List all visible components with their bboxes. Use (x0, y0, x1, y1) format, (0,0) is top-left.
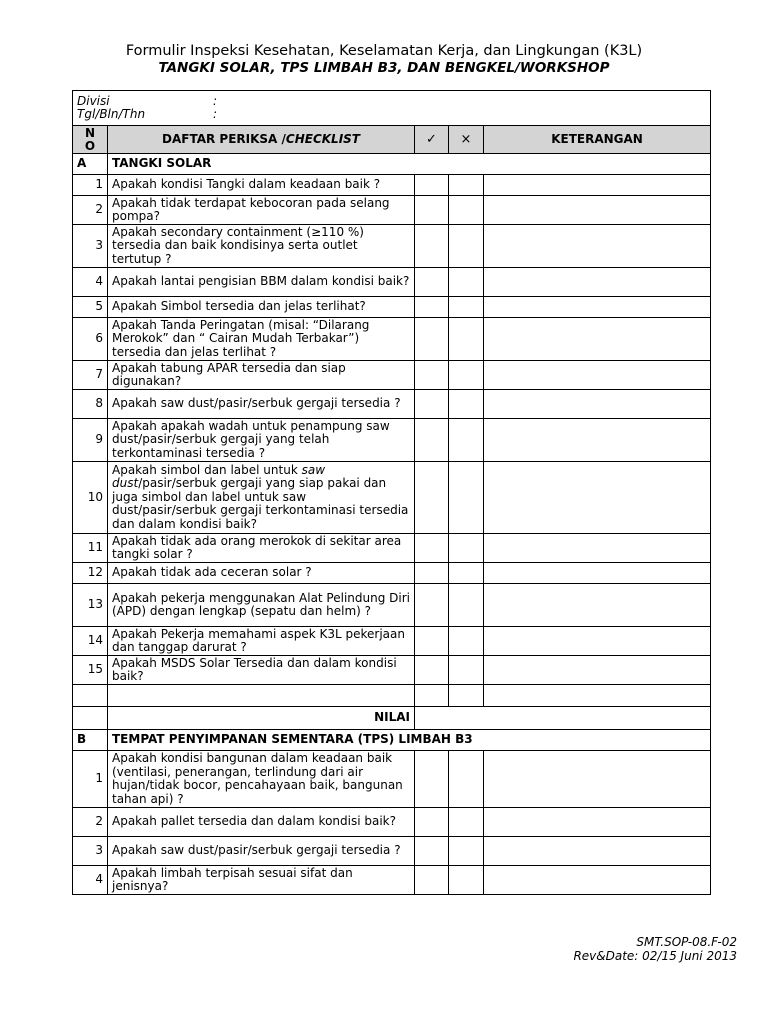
notes-cell[interactable] (484, 685, 711, 707)
check-cell[interactable] (415, 563, 449, 584)
score-row (73, 707, 711, 730)
item-text: Apakah Tanda Peringatan (misal: “Dilarang Merokok” dan “ Cairan Mudah Terbakar”) tersedia dan jelas terlihat ? (108, 318, 415, 361)
check-icon: ✓ (426, 131, 437, 147)
table-row (73, 584, 711, 627)
item-text: Apakah tabung APAR tersedia dan siap digunakan? (108, 361, 415, 390)
item-text: Apakah lantai pengisian BBM dalam kondisi baik? (108, 268, 415, 297)
notes-cell[interactable] (484, 563, 711, 584)
item-text: Apakah apakah wadah untuk penampung saw dust/pasir/serbuk gergaji yang telah terkontaminasi tersedia ? (108, 419, 415, 462)
notes-cell[interactable] (484, 175, 711, 196)
check-cell[interactable] (415, 419, 449, 462)
item-text: Apakah limbah terpisah sesuai sifat dan jenisnya? (108, 866, 415, 895)
cross-cell[interactable] (449, 390, 484, 419)
item-text: Apakah tidak ada orang merokok di sekitar area tangki solar ? (108, 534, 415, 563)
cross-cell[interactable] (449, 627, 484, 656)
item-number: 1 (73, 175, 108, 196)
check-cell[interactable] (415, 175, 449, 196)
col-header-check (415, 126, 449, 154)
table-row (73, 462, 711, 534)
check-cell[interactable] (415, 225, 449, 268)
table-row (73, 534, 711, 563)
table-row (73, 175, 711, 196)
column-header-row (73, 126, 711, 154)
divisi-field[interactable]: : (213, 93, 218, 108)
cross-cell[interactable] (449, 866, 484, 895)
cross-cell[interactable] (449, 318, 484, 361)
item-text: Apakah tidak terdapat kebocoran pada selang pompa? (108, 196, 415, 225)
check-cell[interactable] (415, 297, 449, 318)
check-cell[interactable] (415, 627, 449, 656)
cross-cell[interactable] (449, 196, 484, 225)
score-label: NILAI (108, 707, 415, 730)
item-number: 12 (73, 563, 108, 584)
table-row (73, 627, 711, 656)
date-field[interactable]: : (213, 107, 218, 121)
table-row (73, 318, 711, 361)
table-row (73, 837, 711, 866)
notes-cell[interactable] (484, 866, 711, 895)
notes-cell[interactable] (484, 584, 711, 627)
notes-cell[interactable] (484, 419, 711, 462)
col-header-cross (449, 126, 484, 154)
item-number: 3 (73, 837, 108, 866)
check-cell[interactable] (415, 462, 449, 534)
table-row (73, 866, 711, 895)
score-field[interactable] (415, 707, 711, 730)
table-row (73, 563, 711, 584)
check-cell[interactable] (415, 751, 449, 808)
blank-row (73, 685, 711, 707)
notes-cell[interactable] (484, 462, 711, 534)
cross-cell[interactable] (449, 751, 484, 808)
check-cell[interactable] (415, 390, 449, 419)
notes-cell[interactable] (484, 318, 711, 361)
notes-cell[interactable] (484, 390, 711, 419)
check-cell[interactable] (415, 584, 449, 627)
check-cell[interactable] (415, 808, 449, 837)
check-cell[interactable] (415, 685, 449, 707)
form-subtitle: TANGKI SOLAR, TPS LIMBAH B3, DAN BENGKEL/WORKSHOP (158, 60, 610, 76)
cross-cell[interactable] (449, 534, 484, 563)
cross-cell[interactable] (449, 297, 484, 318)
cross-cell[interactable] (449, 584, 484, 627)
section-code: A (73, 154, 108, 175)
item-number: 5 (73, 297, 108, 318)
item-text: Apakah secondary containment (≥110 %) tersedia dan baik kondisinya serta outlet tertutup ? (108, 225, 415, 268)
item-number: 7 (73, 361, 108, 390)
item-number: 9 (73, 419, 108, 462)
table-row (73, 268, 711, 297)
cross-cell[interactable] (449, 419, 484, 462)
check-cell[interactable] (415, 837, 449, 866)
section-name: TANGKI SOLAR (108, 154, 711, 175)
item-text: Apakah saw dust/pasir/serbuk gergaji tersedia ? (108, 837, 415, 866)
item-text: Apakah MSDS Solar Tersedia dan dalam kondisi baik? (108, 656, 415, 685)
document-footer (573, 935, 737, 963)
document-code: SMT.SOP-08.F-02 (636, 935, 737, 949)
col-header-checklist: DAFTAR PERIKSA /CHECKLIST (108, 126, 415, 154)
notes-cell[interactable] (484, 225, 711, 268)
notes-cell[interactable] (484, 656, 711, 685)
table-row (73, 419, 711, 462)
check-cell[interactable] (415, 361, 449, 390)
item-text: Apakah kondisi bangunan dalam keadaan baik (ventilasi, penerangan, terlindung dari air hujan/tidak bocor, pencahayaan baik, bangunan tahan api) ? (108, 751, 415, 808)
form-title: Formulir Inspeksi Kesehatan, Keselamatan Kerja, dan Lingkungan (K3L) (125, 43, 643, 59)
item-number: 2 (73, 808, 108, 837)
notes-cell[interactable] (484, 751, 711, 808)
notes-cell[interactable] (484, 268, 711, 297)
cross-cell[interactable] (449, 175, 484, 196)
meta-cell (73, 91, 711, 126)
item-text: Apakah pallet tersedia dan dalam kondisi baik? (108, 808, 415, 837)
check-cell[interactable] (415, 656, 449, 685)
item-text: Apakah Pekerja memahami aspek K3L pekerjaan dan tanggap darurat ? (108, 627, 415, 656)
item-number: 4 (73, 268, 108, 297)
cross-cell[interactable] (449, 361, 484, 390)
table-row (73, 196, 711, 225)
divisi-label: Divisi (77, 93, 110, 108)
cross-cell[interactable] (449, 462, 484, 534)
cross-cell[interactable] (449, 837, 484, 866)
table-row (73, 225, 711, 268)
notes-cell[interactable] (484, 534, 711, 563)
item-number: 3 (73, 225, 108, 268)
item-number: 6 (73, 318, 108, 361)
table-row (73, 656, 711, 685)
inspection-table (72, 90, 711, 895)
cross-cell[interactable] (449, 225, 484, 268)
check-cell[interactable] (415, 866, 449, 895)
notes-cell[interactable] (484, 837, 711, 866)
notes-cell[interactable] (484, 196, 711, 225)
cross-cell[interactable] (449, 685, 484, 707)
table-row (73, 297, 711, 318)
check-cell[interactable] (415, 318, 449, 361)
notes-cell[interactable] (484, 297, 711, 318)
table-row (73, 808, 711, 837)
item-number: 11 (73, 534, 108, 563)
item-number: 10 (73, 462, 108, 534)
section-code: B (73, 730, 108, 751)
notes-cell[interactable] (484, 627, 711, 656)
item-text: Apakah pekerja menggunakan Alat Pelindung Diri (APD) dengan lengkap (sepatu dan helm) ? (108, 584, 415, 627)
section-b-header (73, 730, 711, 751)
item-number: 13 (73, 584, 108, 627)
item-number: 15 (73, 656, 108, 685)
cross-cell[interactable] (449, 563, 484, 584)
item-text: Apakah Simbol tersedia dan jelas terlihat? (108, 297, 415, 318)
item-number: 4 (73, 866, 108, 895)
cross-cell[interactable] (449, 808, 484, 837)
item-text: Apakah simbol dan label untuk saw dust/pasir/serbuk gergaji yang siap pakai dan juga simbol dan label untuk saw dust/pasir/serbuk gergaji terkontaminasi tersedia dan dalam kondisi baik? (108, 462, 415, 534)
table-row (73, 751, 711, 808)
cross-cell[interactable] (449, 268, 484, 297)
item-text: Apakah tidak ada ceceran solar ? (108, 563, 415, 584)
check-cell[interactable] (415, 196, 449, 225)
col-header-notes: KETERANGAN (484, 126, 711, 154)
item-text: Apakah kondisi Tangki dalam keadaan baik ? (108, 175, 415, 196)
table-row (73, 390, 711, 419)
table-row (73, 361, 711, 390)
item-text: Apakah saw dust/pasir/serbuk gergaji tersedia ? (108, 390, 415, 419)
revision-date: Rev&Date: 02/15 Juni 2013 (573, 949, 737, 963)
item-number: 14 (73, 627, 108, 656)
section-a-header (73, 154, 711, 175)
meta-row (73, 91, 711, 126)
notes-cell[interactable] (484, 808, 711, 837)
notes-cell[interactable] (484, 361, 711, 390)
date-label: Tgl/Bln/Thn (77, 107, 146, 121)
check-cell[interactable] (415, 268, 449, 297)
col-header-no: N O (73, 126, 108, 154)
item-number: 8 (73, 390, 108, 419)
item-number: 2 (73, 196, 108, 225)
item-number: 1 (73, 751, 108, 808)
cross-icon: × (460, 131, 472, 147)
section-name: TEMPAT PENYIMPANAN SEMENTARA (TPS) LIMBAH B3 (108, 730, 711, 751)
check-cell[interactable] (415, 534, 449, 563)
cross-cell[interactable] (449, 656, 484, 685)
